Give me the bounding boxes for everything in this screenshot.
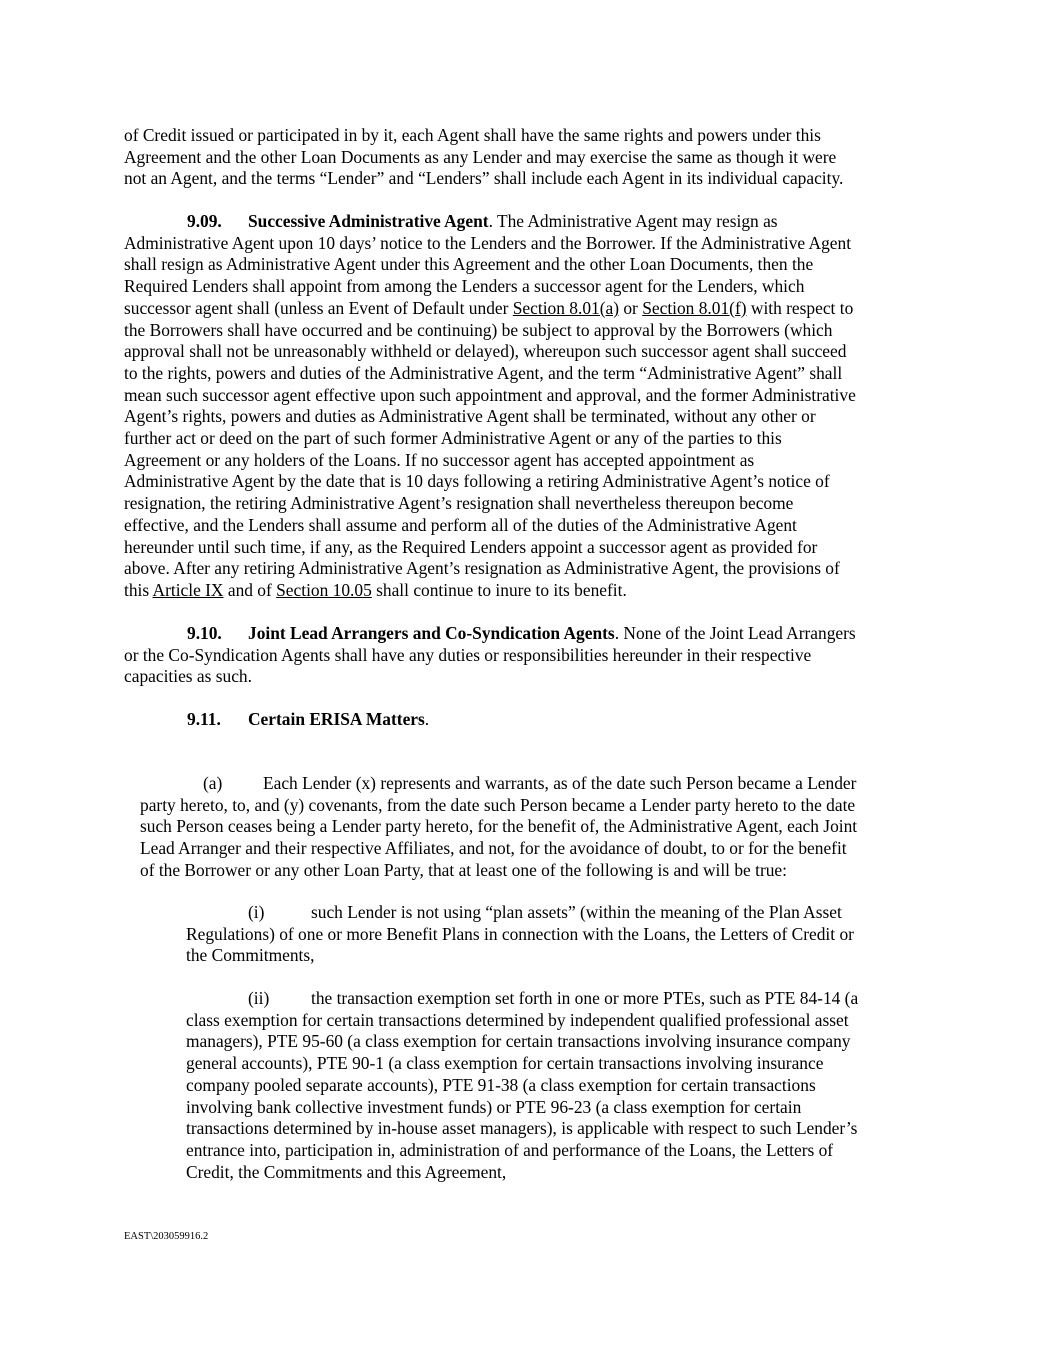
section-title: Successive Administrative Agent (248, 211, 489, 231)
text-line: further act or deed on the part of such former Administrative Agent or any of the parties to this (124, 428, 782, 449)
section-9-11 (124, 709, 934, 731)
clause-i (186, 902, 946, 967)
text-line: above. After any retiring Administrative Agent’s resignation as Administrative Agent, the provisions of (124, 558, 840, 579)
text-line: Lead Arranger and their respective Affiliates, and not, for the avoidance of doubt, to or for the benefit (140, 838, 847, 859)
text-line: class exemption for certain transactions determined by independent qualified professional asset (186, 1009, 849, 1030)
text-line: of Credit issued or participated in by it, each Agent shall have the same rights and powers under this (124, 125, 821, 145)
section-heading-line (124, 709, 934, 731)
text-line: Required Lenders shall appoint from among the Lenders a successor agent for the Lenders, which (124, 276, 805, 297)
text-line: Credit, the Commitments and this Agreement, (186, 1161, 507, 1182)
section-heading-line (124, 623, 934, 645)
text-fragment: . None of the Joint Lead Arrangers (614, 623, 856, 643)
clause-a (140, 773, 940, 882)
text-line: the Borrowers shall have occurred and be continuing) be subject to approval by the Borrowers (which (124, 319, 833, 340)
text-fragment: . The Administrative Agent may resign as (488, 211, 778, 231)
section-number: 9.11. (187, 709, 221, 729)
text-fragment: Each Lender (x) represents and warrants, as of the date such Person became a Lender (263, 773, 857, 793)
text-line: party hereto, to, and (y) covenants, from the date such Person became a Lender party hereto to the date (140, 794, 856, 815)
text-line: capacities as such. (124, 666, 252, 687)
text-line: Administrative Agent by the date that is 10 days following a retiring Administrative Agent’s notice of (124, 471, 830, 492)
text-line: effective, and the Lenders shall assume and perform all of the duties of the Administrative Agent (124, 514, 797, 535)
document-id-footer: EAST\203059916.2 (124, 1231, 209, 1242)
text-line: entrance into, participation in, administration of and performance of the Loans, the Letters of (186, 1139, 834, 1160)
text-line: such Person ceases being a Lender party hereto, for the benefit of, the Administrative Agent, each Joint (140, 816, 858, 837)
text-line: of the Borrower or any other Loan Party, that at least one of the following is and will be true: (140, 859, 787, 880)
section-9-09 (124, 211, 934, 602)
text-line: Administrative Agent upon 10 days’ notice to the Lenders and the Borrower. If the Administrative Agent (124, 232, 852, 253)
text-fragment: the transaction exemption set forth in one or more PTEs, such as PTE 84-14 (a (311, 988, 859, 1008)
text-line (124, 298, 934, 320)
clause-first-line (140, 773, 940, 795)
text-line: resignation, the retiring Administrative Agent’s resignation shall nevertheless thereupon become (124, 493, 794, 514)
text-line (124, 580, 934, 602)
text-line: mean such successor agent effective upon such appointment and approval, and the former Administrative (124, 384, 856, 405)
text-fragment: successor agent shall (unless an Event of Default under (124, 297, 513, 318)
text-line: hereunder until such time, if any, as the Required Lenders appoint a successor agent as provided for (124, 536, 818, 557)
section-number: 9.10. (187, 623, 222, 643)
text-line: or the Co-Syndication Agents shall have any duties or responsibilities hereunder in their respective (124, 644, 812, 665)
text-fragment: with respect to (746, 297, 854, 318)
text-line: Agreement or any holders of the Loans. If no successor agent has accepted appointment as (124, 449, 755, 470)
section-9-10 (124, 623, 934, 688)
text-fragment: . (424, 709, 430, 729)
text-line: Regulations) of one or more Benefit Plans in connection with the Loans, the Letters of Credit or (186, 923, 854, 944)
section-title: Certain ERISA Matters (248, 709, 425, 729)
text-line: Agreement and the other Loan Documents as any Lender and may exercise the same as though it were (124, 146, 837, 167)
text-fragment: shall continue to inure to its benefit. (371, 579, 627, 600)
text-line: transactions determined by in-house asset managers), is applicable with respect to such Lender’s (186, 1118, 858, 1139)
text-line: to the rights, powers and duties of the Administrative Agent, and the term “Administrative Agent” shall (124, 362, 843, 383)
clause-ii (186, 988, 946, 1183)
section-number: 9.09. (187, 211, 222, 231)
text-line: shall resign as Administrative Agent under this Agreement and the other Loan Documents, then the (124, 254, 814, 275)
text-line: not an Agent, and the terms “Lender” and “Lenders” shall include each Agent in its individual capacity. (124, 168, 844, 189)
section-reference-link: Section 10.05 (276, 579, 372, 600)
section-title: Joint Lead Arrangers and Co-Syndication Agents (248, 623, 615, 643)
clause-label: (ii) (248, 988, 270, 1008)
text-line: approval shall not be unreasonably withheld or delayed), whereupon such successor agent shall succeed (124, 341, 847, 362)
text-line: involving bank collective investment funds) or PTE 96-23 (a class exemption for certain (186, 1096, 802, 1117)
clause-label: (i) (248, 902, 265, 922)
text-fragment: and of (223, 579, 277, 600)
clause-first-line (186, 988, 946, 1010)
text-line: general accounts), PTE 90-1 (a class exemption for certain transactions involving insurance (186, 1053, 824, 1074)
text-line: the Commitments, (186, 945, 315, 966)
text-line: managers), PTE 95-60 (a class exemption for certain transactions involving insurance company (186, 1031, 851, 1052)
section-reference-link: Section 8.01(a) (512, 297, 620, 318)
section-heading-line (124, 211, 934, 233)
text-line: company pooled separate accounts), PTE 91-38 (a class exemption for certain transactions (186, 1074, 816, 1095)
section-reference-link: Section 8.01(f) (642, 297, 747, 318)
text-fragment: this (124, 579, 153, 600)
clause-first-line (186, 902, 946, 924)
text-line: Agent’s rights, powers and duties as Administrative Agent shall be terminated, without any other or (124, 406, 816, 427)
clause-label: (a) (203, 773, 223, 793)
intro-paragraph (124, 125, 934, 190)
text-fragment: or (619, 297, 643, 318)
article-reference-link: Article IX (152, 579, 224, 600)
text-fragment: such Lender is not using “plan assets” (within the meaning of the Plan Asset (311, 902, 842, 922)
